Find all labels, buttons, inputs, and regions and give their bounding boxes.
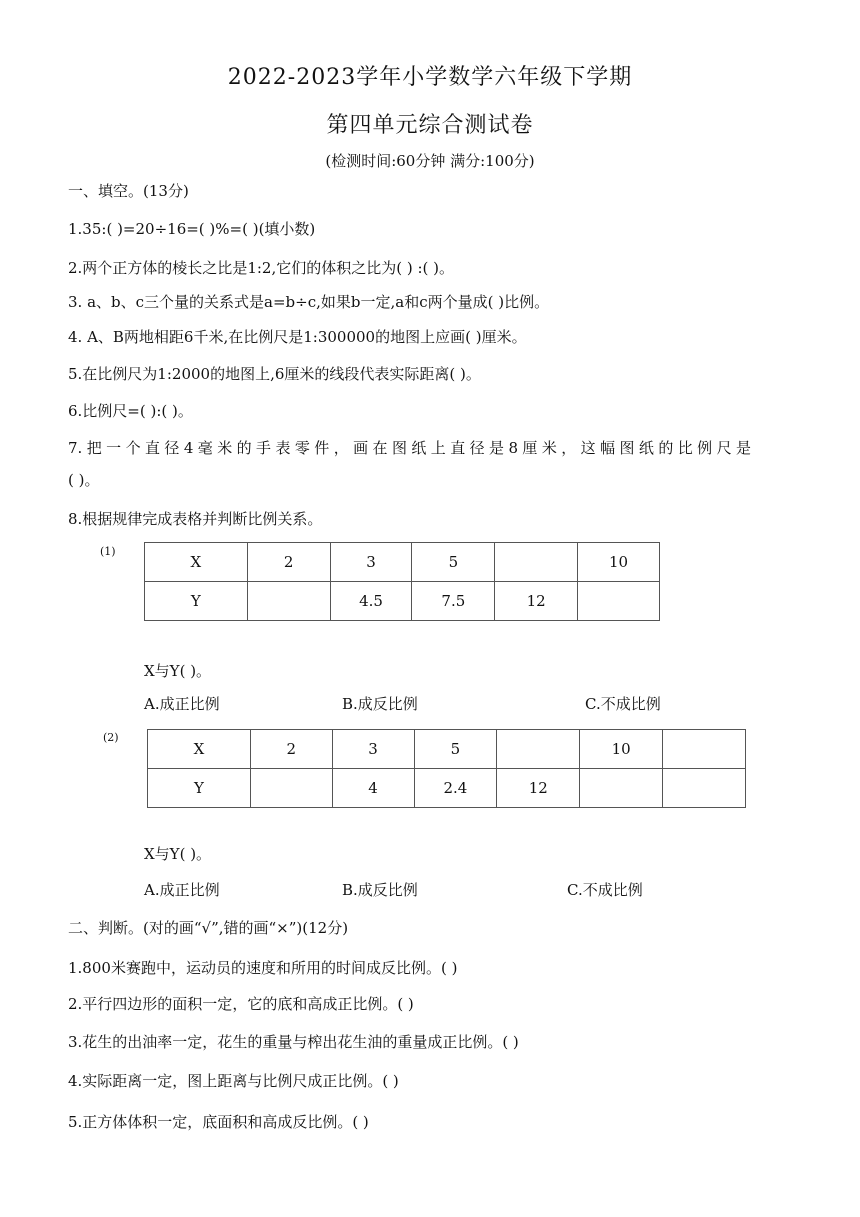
table-cell	[497, 730, 580, 769]
table1-option-b: B.成反比例	[342, 695, 418, 713]
table-cell: Y	[148, 769, 251, 808]
table-cell: 3	[330, 543, 412, 582]
question-2: 2.两个正方体的棱长之比是1:2,它们的体积之比为( ) :( )。	[68, 259, 454, 277]
judgment-item: 1.800米赛跑中，运动员的速度和所用的时间成反比例。( )	[68, 959, 458, 977]
table2-option-b: B.成反比例	[342, 881, 418, 899]
question-1: 1.35:( )=20÷16=( )%=( )(填小数)	[68, 220, 316, 238]
question-7-line1: 7.把一个直径4毫米的手表零件，画在图纸上直径是8厘米，这幅图纸的比例尺是	[68, 439, 751, 457]
section1-heading: 一、填空。(13分)	[68, 182, 189, 200]
table1-option-a: A.成正比例	[144, 695, 220, 713]
question-4: 4. A、B两地相距6千米,在比例尺是1:300000的地图上应画( )厘米。	[68, 328, 527, 346]
judgment-item: 4.实际距离一定，图上距离与比例尺成正比例。( )	[68, 1072, 399, 1090]
table-cell: X	[148, 730, 251, 769]
table1-answer: X与Y( )。	[144, 662, 212, 680]
table2-row-y	[148, 769, 746, 808]
table-cell: 10	[578, 543, 660, 582]
table1-tag: (1)	[100, 545, 116, 558]
table-cell	[247, 582, 330, 621]
table-cell: 2	[247, 543, 330, 582]
table-cell: 5	[414, 730, 497, 769]
table-2	[147, 729, 746, 808]
table2-option-c: C.不成比例	[567, 881, 643, 899]
table-cell	[663, 769, 746, 808]
section2-heading: 二、判断。(对的画“√”,错的画“×”)(12分)	[68, 919, 349, 937]
table-cell: 12	[495, 582, 578, 621]
table2-answer: X与Y( )。	[144, 845, 212, 863]
table-cell	[580, 769, 663, 808]
table-cell: 7.5	[412, 582, 495, 621]
exam-meta: (检测时间:60分钟 满分:100分)	[325, 152, 535, 170]
exam-title-line2: 第四单元综合测试卷	[326, 113, 534, 138]
table-cell: 2	[250, 730, 332, 769]
question-6: 6.比例尺=( ):( )。	[68, 402, 193, 420]
table2-option-a: A.成正比例	[144, 881, 220, 899]
judgment-item: 2.平行四边形的面积一定，它的底和高成正比例。( )	[68, 995, 414, 1013]
table-cell	[250, 769, 332, 808]
table-cell: 4	[332, 769, 414, 808]
table1-row-y	[145, 582, 660, 621]
table-cell: 12	[497, 769, 580, 808]
judgment-item: 3.花生的出油率一定，花生的重量与榨出花生油的重量成正比例。( )	[68, 1033, 519, 1051]
table-cell	[578, 582, 660, 621]
table2-tag: (2)	[103, 731, 119, 744]
table-cell: Y	[145, 582, 248, 621]
table1-option-c: C.不成比例	[585, 695, 661, 713]
question-5: 5.在比例尺为1:2000的地图上,6厘米的线段代表实际距离( )。	[68, 365, 481, 383]
table1-row-x	[145, 543, 660, 582]
table-cell	[663, 730, 746, 769]
table-cell: 10	[580, 730, 663, 769]
table-1	[144, 542, 660, 621]
question-7-line2: ( )。	[68, 471, 100, 489]
question-8: 8.根据规律完成表格并判断比例关系。	[68, 510, 323, 528]
exam-title-line1: 2022-2023学年小学数学六年级下学期	[227, 65, 633, 90]
question-3: 3. a、b、c三个量的关系式是a=b÷c,如果b一定,a和c两个量成( )比例。	[68, 293, 550, 311]
table-cell: X	[145, 543, 248, 582]
table-cell	[495, 543, 578, 582]
judgment-item: 5.正方体体积一定，底面积和高成反比例。( )	[68, 1113, 369, 1131]
table-cell: 3	[332, 730, 414, 769]
table-cell: 4.5	[330, 582, 412, 621]
table-cell: 2.4	[414, 769, 497, 808]
table-cell: 5	[412, 543, 495, 582]
table2-row-x	[148, 730, 746, 769]
